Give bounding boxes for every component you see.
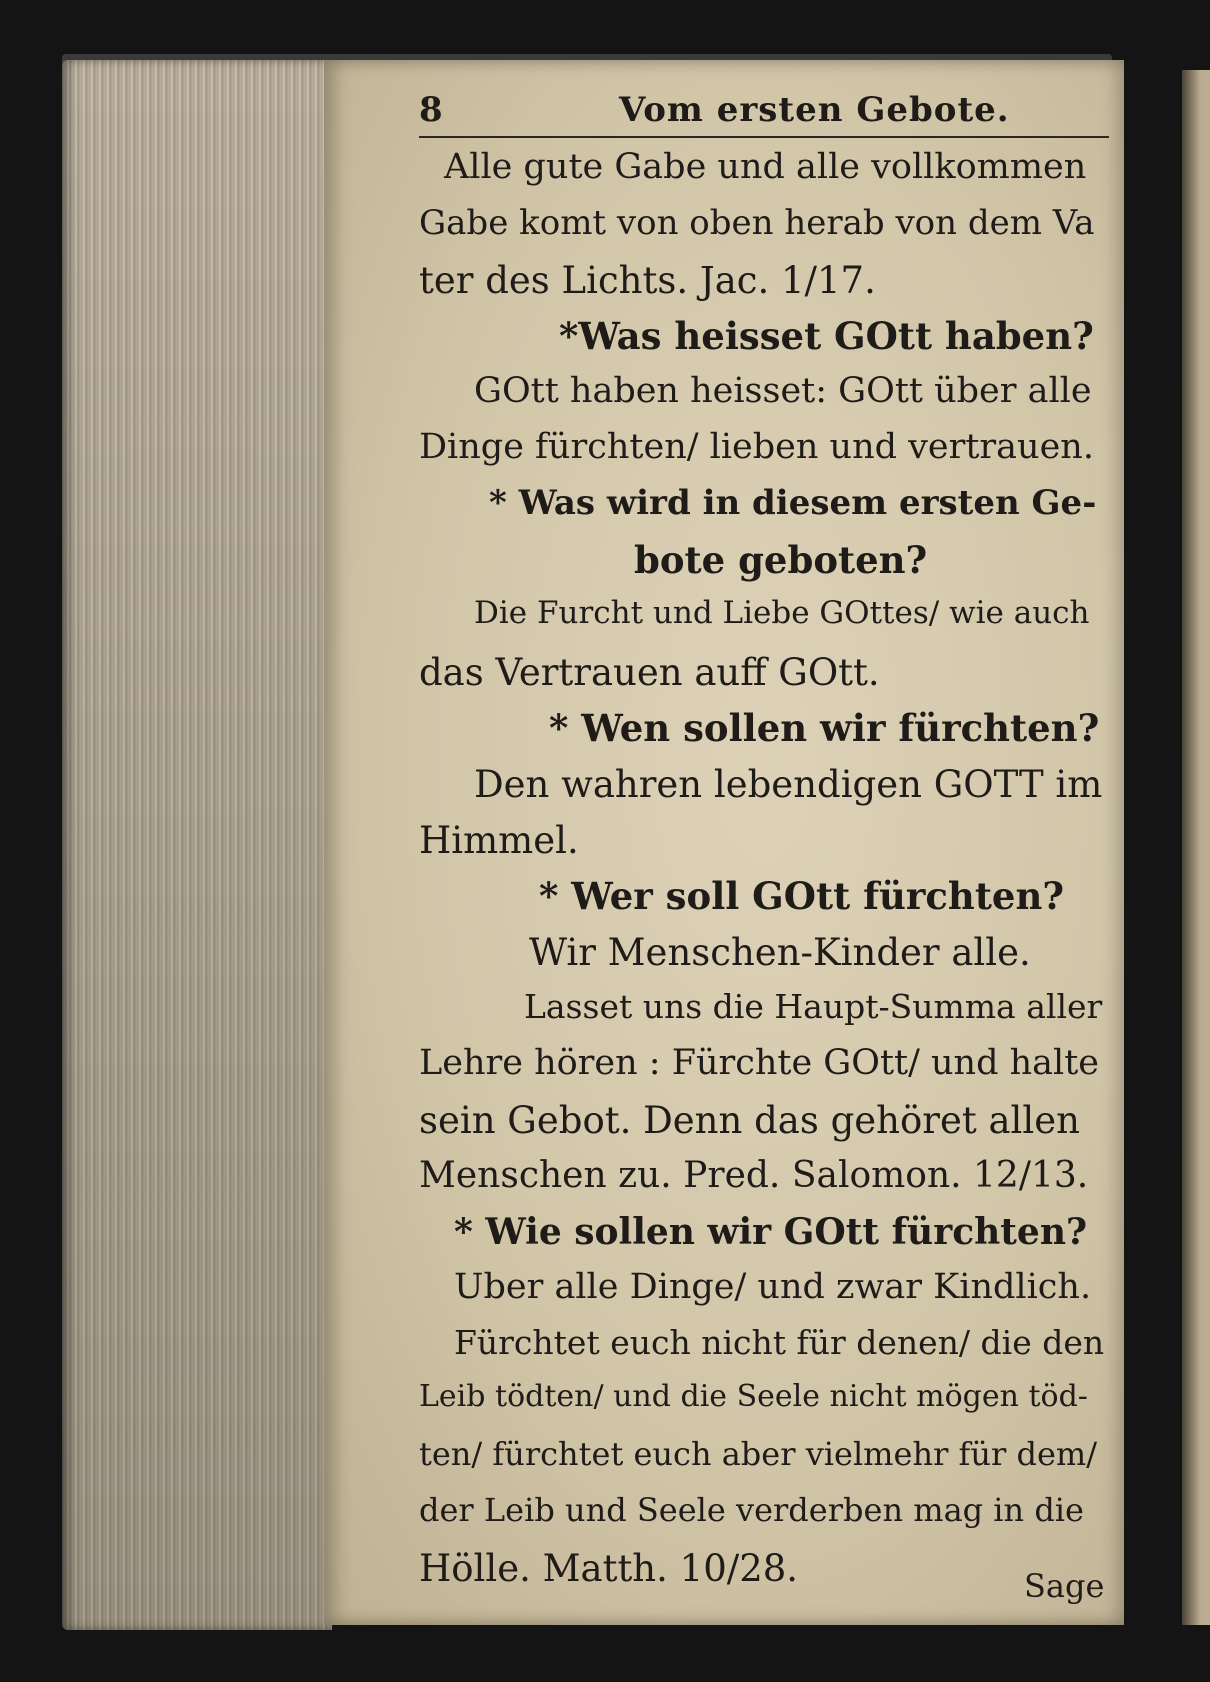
text-line: ter des Lichts. Jac. 1/17. (419, 259, 876, 302)
book-page (324, 60, 1124, 1625)
text-line: Fürchtet euch nicht für denen/ die den (454, 1323, 1105, 1362)
question-line: bote geboten? (634, 538, 928, 582)
text-line: Lasset uns die Haupt-Summa aller (524, 987, 1103, 1026)
text-line: sein Gebot. Denn das gehöret allen (419, 1099, 1080, 1142)
text-line: Leib tödten/ und die Seele nicht mögen töd- (419, 1379, 1088, 1414)
catchword: Sage (1024, 1567, 1105, 1605)
text-line: Gabe komt von oben herab von dem Va (419, 203, 1095, 243)
text-line: GOtt haben heisset: GOtt über alle (474, 371, 1092, 411)
question-line: * Wen sollen wir fürchten? (549, 706, 1100, 750)
facing-page-edge (1182, 70, 1210, 1625)
text-line: Himmel. (419, 819, 579, 862)
text-line: Hölle. Matth. 10/28. (419, 1547, 799, 1590)
text-line: der Leib und Seele verderben mag in die (419, 1491, 1084, 1529)
question-line: * Was wird in diesem ersten Ge- (489, 483, 1097, 523)
page-header (419, 90, 1089, 140)
question-line: * Wie sollen wir GOtt fürchten? (454, 1211, 1088, 1253)
page-number: 8 (419, 90, 443, 130)
page-edges (62, 60, 332, 1630)
question-line: *Was heisset GOtt haben? (559, 314, 1094, 358)
text-line: Menschen zu. Pred. Salomon. 12/13. (419, 1155, 1089, 1196)
page-text (324, 60, 1124, 1625)
text-line: ten/ fürchtet euch aber vielmehr für dem/ (419, 1435, 1097, 1473)
book (62, 60, 1172, 1640)
text-line: Dinge fürchten/ lieben und vertrauen. (419, 427, 1094, 467)
header-rule (419, 136, 1109, 138)
text-line: Wir Menschen-Kinder alle. (529, 931, 1031, 974)
text-line: Alle gute Gabe und alle vollkommen (444, 147, 1087, 187)
text-line: Den wahren lebendigen GOTT im (474, 763, 1103, 806)
text-line: das Vertrauen auff GOtt. (419, 651, 880, 694)
text-line: Lehre hören : Fürchte GOtt/ und halte (419, 1043, 1100, 1083)
text-line: Die Furcht und Liebe GOttes/ wie auch (474, 595, 1090, 631)
running-title: Vom ersten Gebote. (619, 90, 1010, 130)
text-line: Uber alle Dinge/ und zwar Kindlich. (454, 1267, 1092, 1307)
question-line: * Wer soll GOtt fürchten? (539, 874, 1065, 918)
